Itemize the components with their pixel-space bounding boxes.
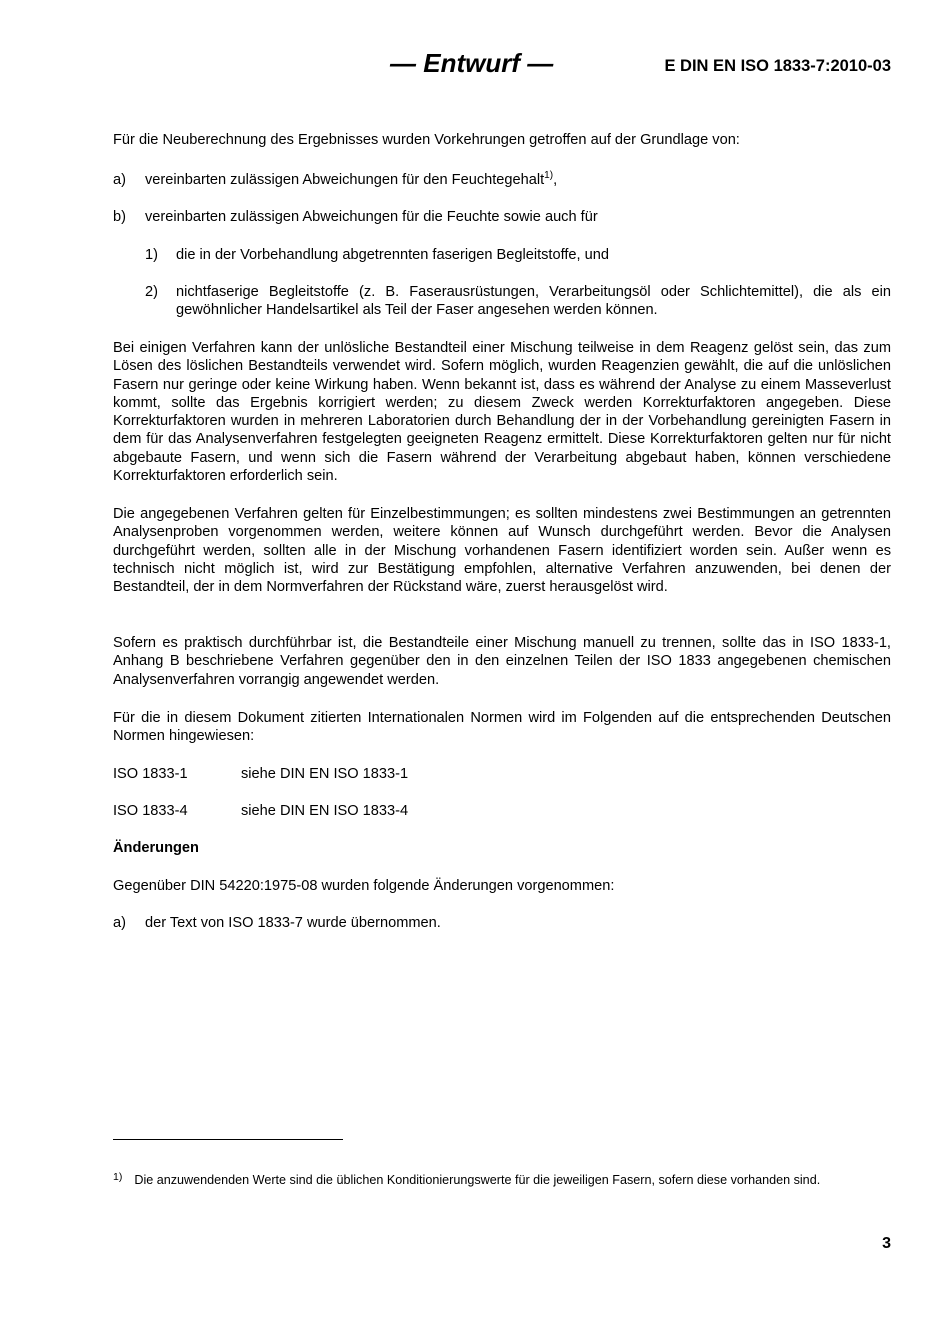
paragraph: Sofern es praktisch durchführbar ist, die Bestandteile einer Mischung manuell zu trennen, sollte das in ISO 1833-1, Anhang B beschriebene Verfahren gegenüber den in den einzelnen Teilen der ISO 1833 angegebenen chemischen Analysenverfahren vorrangig angewendet werden. — [113, 635, 891, 688]
draft-label: — Entwurf — — [390, 48, 554, 78]
sublist-item-text: nichtfaserige Begleitstoffe (z. B. Faserausrüstungen, Verarbeitungsöl oder Schlichtemittel), die als ein gewöhnlicher Handelsartikel als Teil der Faser angesehen werden können. — [176, 284, 891, 319]
intro-text: Für die Neuberechnung des Ergebnisses wurden Vorkehrungen getroffen auf der Grundlage von: — [113, 132, 740, 148]
changes-item-text: der Text von ISO 1833-7 wurde übernommen. — [145, 915, 441, 931]
reference-iso: ISO 1833-1 — [113, 766, 188, 782]
footnote-ref[interactable]: 1) — [544, 170, 554, 181]
list-item-suffix: , — [553, 172, 558, 188]
footnote-text: Die anzuwendenden Werte sind die üblichen Konditionierungswerte für die jeweiligen Fasern, sofern diese vorhanden sind. — [134, 1173, 821, 1187]
sublist-item-label: 1) — [145, 247, 158, 263]
list-item-a-text: vereinbarten zulässigen Abweichungen für den Feuchtegehalt — [145, 172, 545, 188]
reference-iso: ISO 1833-4 — [113, 803, 188, 819]
changes-heading: Änderungen — [113, 840, 199, 856]
paragraph: Bei einigen Verfahren kann der unlösliche Bestandteil einer Mischung teilweise in dem Reagenz gelöst sein, das zum Lösen des löslichen Bestandteils verwendet wird. Sofern möglich, wurden Reagenzien gewählt, die auf die unlöslichen Fasern nur geringe oder keine Wirkung haben. Wenn bekannt ist, dass es während der Analyse zu einem Masseverlust kommt, sollte das Ergebnis korrigiert werden; zu diesem Zweck werden Korrekturfaktoren angegeben. Diese Korrekturfaktoren wurden in mehreren Laboratorien durch Behandlung der in der Vorbehandlung gereinigten Fasern in dem für das Analysenverfahren festgelegten geeigneten Reagenz ermittelt. Diese Korrekturfaktoren gelten nur für nicht abgebaute Fasern, und wenn sich die Fasern während der Verarbeitung abgebaut haben, können verschiedene Korrekturfaktoren erforderlich sein. — [113, 340, 891, 485]
reference-din: siehe DIN EN ISO 1833-4 — [241, 803, 409, 819]
changes-item-label: a) — [113, 915, 126, 931]
document-id: E DIN EN ISO 1833-7:2010-03 — [664, 57, 891, 75]
list-item-label: a) — [113, 172, 126, 188]
list-item-label: b) — [113, 209, 126, 225]
footnote-separator — [113, 1139, 343, 1140]
list-item-text — [145, 171, 557, 189]
footnote-mark: 1) — [113, 1171, 123, 1183]
list-item-text: vereinbarten zulässigen Abweichungen für die Feuchte sowie auch für — [145, 209, 598, 225]
reference-din: siehe DIN EN ISO 1833-1 — [241, 766, 409, 782]
paragraph: Für die in diesem Dokument zitierten Internationalen Normen wird im Folgenden auf die entsprechenden Deutschen Normen hingewiesen: — [113, 710, 891, 745]
paragraph: Die angegebenen Verfahren gelten für Einzelbestimmungen; es sollten mindestens zwei Bestimmungen an getrennten Analysenproben vorgenommen werden, weitere können auf Wunsch durchgeführt werden. Bevor die Analysen durchgeführt werden, sollten alle in der Mischung vorhandenen Fasern identifiziert worden sein. Außer wenn es technisch nicht möglich ist, wird zur Bestätigung empfohlen, alternative Verfahren anzuwenden, bei denen der Bestandteil, der in dem Normverfahren der Rückstand wäre, zuerst herausgelöst wird. — [113, 506, 891, 596]
changes-intro: Gegenüber DIN 54220:1975-08 wurden folgende Änderungen vorgenommen: — [113, 878, 615, 894]
sublist-item-text: die in der Vorbehandlung abgetrennten faserigen Begleitstoffe, und — [176, 247, 610, 263]
page-number: 3 — [882, 1235, 891, 1252]
sublist-item-label: 2) — [145, 284, 158, 300]
footnote — [113, 1169, 891, 1189]
